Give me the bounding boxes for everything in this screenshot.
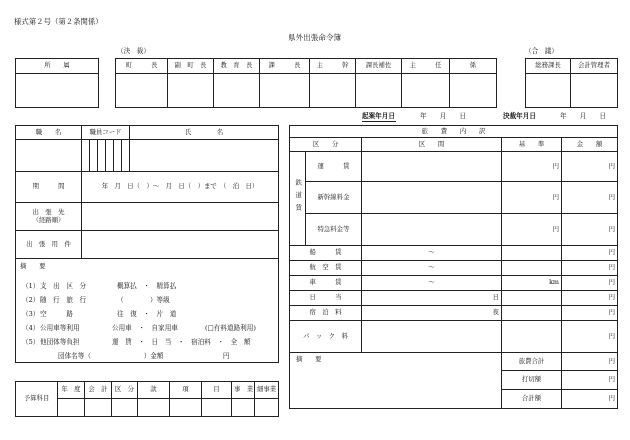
shinkansen-label: 新幹線料金	[306, 182, 362, 214]
tokkyu-label: 特急料金等	[306, 214, 362, 246]
unchin-label: 運 賃	[306, 152, 362, 182]
budget-cell[interactable]	[138, 399, 170, 417]
shinkansen-kukan[interactable]	[362, 182, 502, 214]
budget-col-jigyo: 事 業	[232, 382, 255, 399]
code-digit[interactable]	[82, 140, 90, 172]
saki-label	[16, 203, 82, 231]
budget-cell[interactable]	[85, 399, 112, 417]
nitto-amount[interactable]: 円	[562, 291, 618, 306]
budget-col-moku: 目	[202, 382, 232, 399]
tekiyo-row-2-options[interactable]: （ ）等級	[117, 296, 170, 304]
budget-cell[interactable]	[255, 399, 279, 417]
expense-title: 旅 費 内 訳	[290, 126, 618, 138]
nitto-days[interactable]: 日	[362, 291, 502, 306]
gokei-amount[interactable]: 円	[562, 390, 618, 409]
kian-date-value[interactable]: 年 月 日	[420, 112, 467, 120]
ryohi-gokei-label: 旅費合計	[502, 353, 562, 371]
budget-col-kan: 款	[138, 382, 170, 399]
kian-underline	[362, 121, 396, 122]
role-assistant-chief: 課長補佐	[356, 59, 402, 74]
tekiyo-row-5-options[interactable]: 運 賃 ・ 日 当 ・ 宿泊料 ・ 全 額	[112, 338, 251, 346]
budget-col-account: 会 計	[85, 382, 112, 399]
pack-kijun[interactable]	[502, 321, 562, 353]
shoku-input[interactable]	[16, 140, 82, 172]
uchikiri-amount[interactable]: 円	[562, 371, 618, 390]
expense-tekiyo[interactable]	[290, 353, 502, 409]
unchin-kijun[interactable]: 円	[502, 152, 562, 182]
role-section-chief: 課 長	[260, 59, 310, 74]
role-general-affairs: 総務課長	[526, 59, 571, 74]
tokkyu-kijun[interactable]: 円	[502, 214, 562, 246]
shimei-input[interactable]	[130, 140, 279, 172]
toll-road-checkbox-label[interactable]: (□有料道路利用)	[205, 324, 256, 332]
form-title: 県外出張命令簿	[288, 33, 342, 42]
aigi-table	[525, 58, 618, 108]
tokkyu-kukan[interactable]	[362, 214, 502, 246]
tekiyo-row-2-label: 随 行 旅 行	[40, 296, 87, 304]
tekiyo-row-4-options[interactable]: 公用車 ・ 自家用車	[112, 324, 178, 332]
shozoku-header: 所 属	[16, 59, 99, 74]
budget-cell[interactable]	[112, 399, 138, 417]
gokei-label: 合計額	[502, 390, 562, 409]
budget-cell[interactable]	[232, 399, 255, 417]
role-shukan: 主 幹	[310, 59, 356, 74]
role-superintendent: 教 育 長	[214, 59, 260, 74]
funa-amount[interactable]: 円	[562, 246, 618, 261]
budget-label: 予算科目	[16, 382, 58, 417]
code-digit[interactable]	[98, 140, 106, 172]
role-shunin: 主 任	[402, 59, 450, 74]
shozoku-cell[interactable]	[16, 74, 99, 108]
sha-amount[interactable]: 円	[562, 276, 618, 291]
code-digit[interactable]	[106, 140, 114, 172]
budget-col-ko: 項	[170, 382, 202, 399]
nitto-kijun[interactable]	[502, 291, 562, 306]
stamp-cell[interactable]	[116, 74, 168, 108]
shozoku-box	[15, 58, 99, 108]
shoku-header: 職 名	[16, 126, 82, 140]
role-kakari: 係	[450, 59, 497, 74]
pack-kukan[interactable]	[362, 321, 502, 353]
kessai-date-label: 決裁年月日	[503, 112, 536, 120]
kuku-amount[interactable]: 円	[562, 261, 618, 276]
kuku-label: 航 空 賃	[290, 261, 362, 276]
budget-cell[interactable]	[58, 399, 85, 417]
saki-label-sub: （経路順）	[32, 215, 65, 224]
stamp-cell[interactable]	[571, 74, 618, 108]
sha-kukan[interactable]: ～	[362, 276, 502, 291]
tokkyu-amount[interactable]: 円	[562, 214, 618, 246]
code-digit[interactable]	[122, 140, 130, 172]
uchikiri-label: 打切額	[502, 371, 562, 390]
tekiyo-row-5-label: 他団体等負担	[40, 338, 80, 346]
pack-label: パ ッ ク 料	[290, 321, 362, 353]
expense-tekiyo-label: 摘 要	[296, 355, 322, 363]
code-digit[interactable]	[114, 140, 122, 172]
shimei-header: 氏 名	[130, 126, 279, 140]
kikan-label: 期 間	[16, 172, 82, 203]
stamp-cell[interactable]	[310, 74, 356, 108]
nitto-label: 日 当	[290, 291, 362, 306]
kijun-header: 基 準	[502, 138, 562, 152]
budget-col-year: 年 度	[58, 382, 85, 399]
tekiyo-label: 摘 要	[20, 262, 46, 270]
code-digit[interactable]	[90, 140, 98, 172]
budget-col-saijigyo: 細事業	[255, 382, 279, 399]
kuku-kijun[interactable]	[502, 261, 562, 276]
kessai-label: （決 裁）	[117, 47, 150, 55]
tekiyo-row-4-num: （4）	[22, 324, 40, 332]
role-accounting-manager: 会計管理者	[571, 59, 618, 74]
yoken-label: 出 張 用 件	[16, 231, 82, 259]
railway-label-text: 鉄道賃	[294, 178, 303, 216]
budget-table	[15, 381, 279, 417]
kian-date-label: 起案年月日	[362, 112, 395, 120]
approval-table	[115, 58, 497, 108]
ryohi-gokei-amount[interactable]: 円	[562, 353, 618, 371]
shuku-nights[interactable]: 夜	[362, 306, 502, 321]
kessai-date-value[interactable]: 年 月 日	[560, 112, 607, 120]
saki-label-main: 出 張 先	[32, 208, 65, 217]
funa-label: 船 賃	[290, 246, 362, 261]
role-deputy-mayor: 副 町 長	[168, 59, 214, 74]
kukan-header: 区 間	[362, 138, 502, 152]
tekiyo-row-5-num: （5）	[22, 338, 40, 346]
stamp-cell[interactable]	[450, 74, 497, 108]
tekiyo-row-4-label: 公用車等利用	[40, 324, 80, 332]
dantai-line[interactable]: 団体名等（ ）金額 円	[58, 352, 230, 360]
tekiyo-row-1-options[interactable]: 概算払 ・ 精算払	[117, 282, 177, 290]
budget-cell[interactable]	[202, 399, 232, 417]
stamp-cell[interactable]	[402, 74, 450, 108]
tekiyo-row-1-label: 支 出 区 分	[40, 282, 87, 290]
tekiyo-row-3-options[interactable]: 往 復 ・ 片 道	[117, 310, 177, 318]
stamp-cell[interactable]	[214, 74, 260, 108]
shuku-kijun[interactable]	[502, 306, 562, 321]
shinkansen-kijun[interactable]: 円	[502, 182, 562, 214]
shinkansen-amount[interactable]: 円	[562, 182, 618, 214]
yoken-input[interactable]	[82, 231, 279, 259]
travel-expense-table	[289, 125, 618, 409]
tekiyo-row-3-label: 空 路	[40, 310, 73, 318]
budget-cell[interactable]	[170, 399, 202, 417]
tekiyo-row-1-num: （1）	[22, 282, 40, 290]
shuku-amount[interactable]: 円	[562, 306, 618, 321]
funa-kijun[interactable]	[502, 246, 562, 261]
tekiyo-row-3-num: （3）	[22, 310, 40, 318]
budget-col-kubun: 区 分	[112, 382, 138, 399]
code-header: 職員コード	[82, 126, 130, 140]
tekiyo-row-2-num: （2）	[22, 296, 40, 304]
funa-kukan[interactable]: ～	[362, 246, 502, 261]
shuku-label: 宿 泊 料	[290, 306, 362, 321]
sha-label: 車 賃	[290, 276, 362, 291]
aigi-label: （合 議）	[525, 47, 558, 55]
kuku-kukan[interactable]: ～	[362, 261, 502, 276]
stamp-cell[interactable]	[356, 74, 402, 108]
role-mayor: 町 長	[116, 59, 168, 74]
stamp-cell[interactable]	[260, 74, 310, 108]
pack-amount[interactable]: 円	[562, 321, 618, 353]
kingaku-header: 金 額	[562, 138, 618, 152]
stamp-cell[interactable]	[526, 74, 571, 108]
sha-kijun[interactable]: km	[502, 276, 562, 291]
stamp-cell[interactable]	[168, 74, 214, 108]
unchin-amount[interactable]: 円	[562, 152, 618, 182]
kikan-value[interactable]: 年 月 日（ ）～ 月 日（ ）まで （ 泊 日）	[82, 172, 279, 203]
form-style-number: 様式第２号（第２条関係）	[14, 17, 103, 26]
kubun-header: 区 分	[290, 138, 362, 152]
saki-input[interactable]	[82, 203, 279, 231]
railway-label	[290, 152, 306, 246]
unchin-kukan[interactable]	[362, 152, 502, 182]
